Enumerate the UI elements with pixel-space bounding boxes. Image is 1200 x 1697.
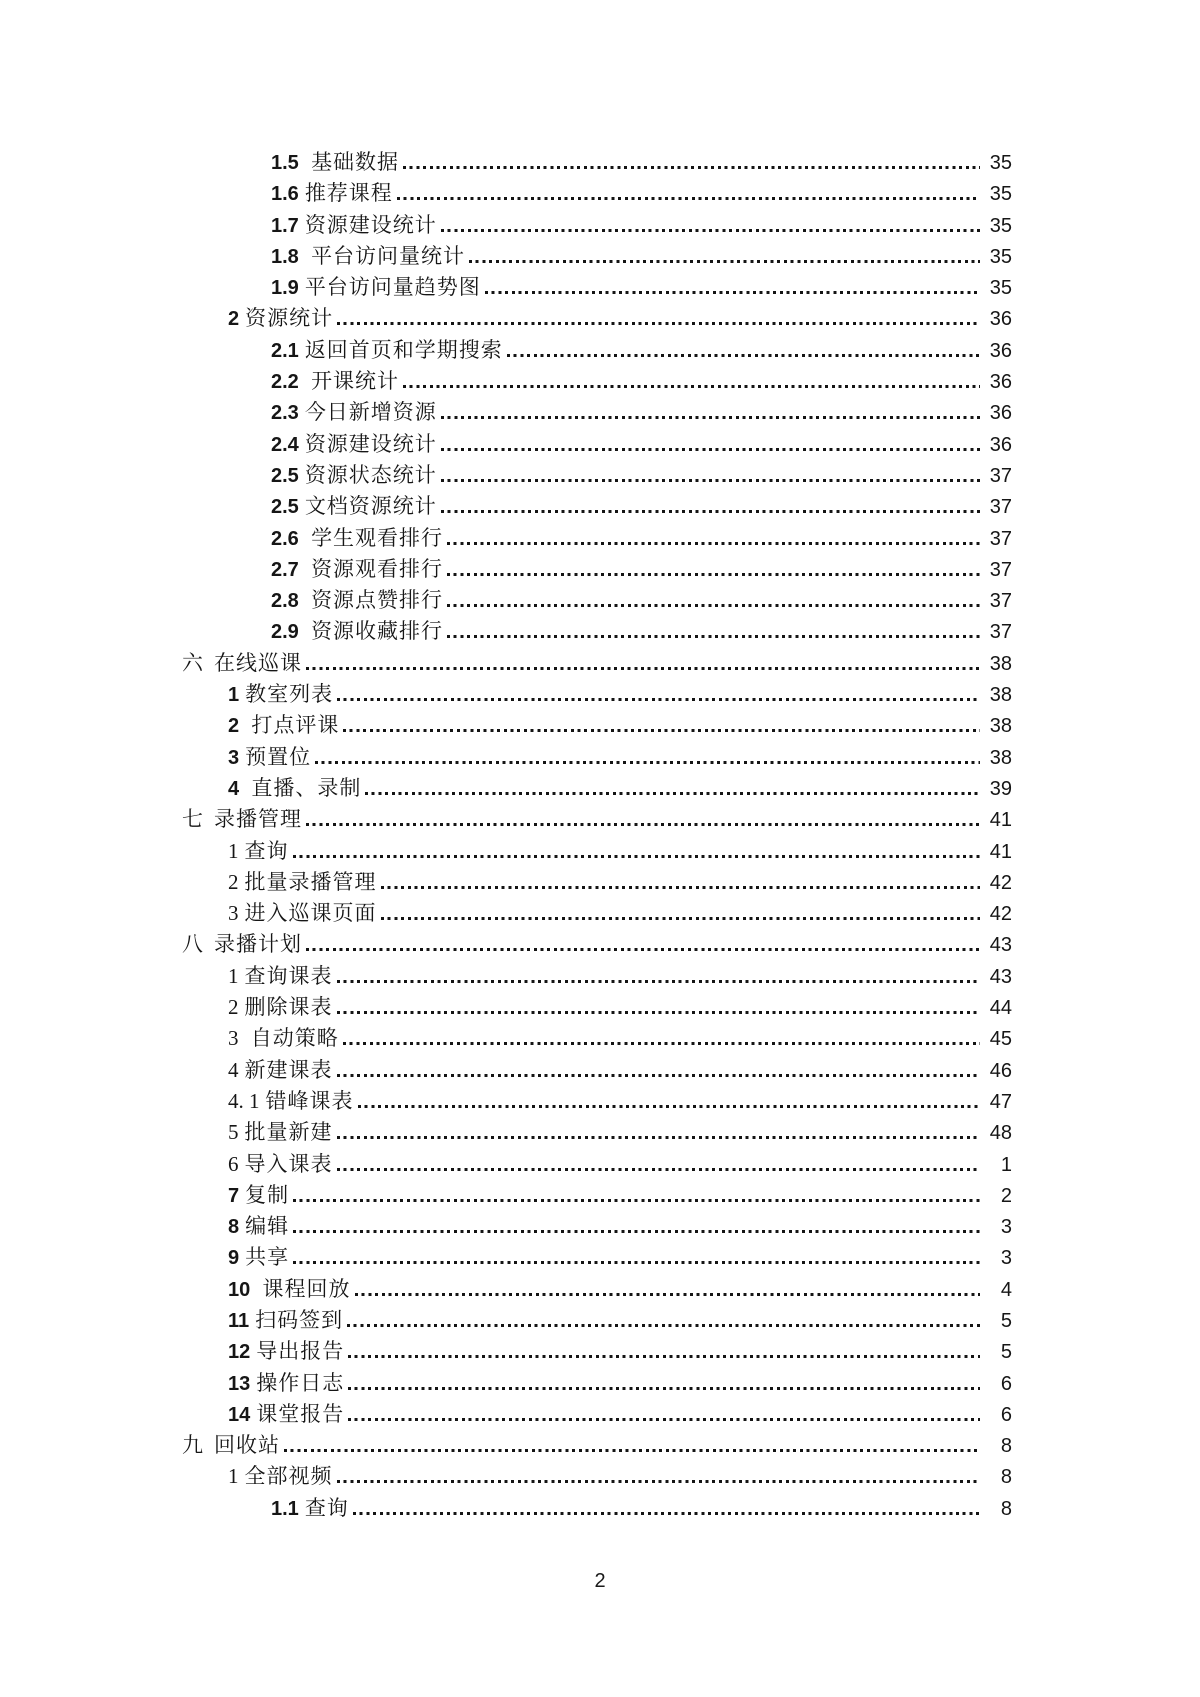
toc-entry-title: 打点评课 — [245, 713, 340, 738]
toc-entry-page: 1 — [1000, 1153, 1012, 1176]
dotted-leader — [337, 698, 980, 701]
toc-entry-number: 10 — [228, 1278, 251, 1301]
toc-entry-title: 导出报告 — [256, 1339, 345, 1364]
toc-entry-title: 教室列表 — [245, 682, 334, 707]
dotted-leader — [348, 1418, 980, 1421]
toc-entry-number: 2.5 — [271, 496, 299, 519]
toc-entry[interactable] — [0, 1305, 1200, 1336]
toc-entry-number: 2.5 — [271, 464, 299, 487]
toc-entry-page: 43 — [989, 965, 1012, 988]
toc-entry-page: 36 — [989, 371, 1012, 394]
dotted-leader — [337, 322, 980, 325]
toc-entry-page: 36 — [989, 339, 1012, 362]
dotted-leader — [441, 479, 980, 482]
toc-entry-number: 4 — [228, 1057, 239, 1082]
toc-entry-page: 38 — [989, 652, 1012, 675]
dotted-leader — [447, 542, 980, 545]
dotted-leader — [469, 260, 980, 263]
toc-entry[interactable] — [0, 616, 1200, 647]
toc-entry-number: 1.9 — [271, 277, 299, 300]
toc-entry-page: 37 — [989, 464, 1012, 487]
toc-entry-number: 4. 1 — [228, 1088, 260, 1113]
toc-entry-title: 批量新建 — [244, 1120, 333, 1145]
dotted-leader — [293, 1230, 980, 1233]
dotted-leader — [284, 1449, 980, 1452]
toc-entry[interactable] — [0, 366, 1200, 397]
toc-entry[interactable] — [0, 1336, 1200, 1367]
toc-entry-number: 7 — [228, 1184, 240, 1207]
toc-entry-number: 六 — [182, 650, 203, 675]
toc-entry[interactable] — [0, 742, 1200, 773]
toc-entry-page: 38 — [989, 684, 1012, 707]
toc-entry-page: 38 — [989, 715, 1012, 738]
toc-entry-page: 46 — [989, 1059, 1012, 1082]
toc-entry[interactable] — [0, 710, 1200, 741]
toc-entry-title: 推荐课程 — [304, 181, 393, 206]
dotted-leader — [347, 1324, 980, 1327]
toc-entry-number: 1 — [228, 838, 239, 863]
toc-entry-title: 查询 — [244, 838, 289, 863]
dotted-leader — [441, 416, 980, 419]
dotted-leader — [348, 1387, 980, 1390]
toc-entry[interactable] — [0, 1430, 1200, 1461]
dotted-leader — [365, 792, 980, 795]
toc-entry-page: 35 — [989, 277, 1012, 300]
toc-entry[interactable] — [0, 773, 1200, 804]
toc-entry-page: 36 — [989, 433, 1012, 456]
toc-entry[interactable] — [0, 1055, 1200, 1086]
toc-entry-title: 查询 — [304, 1495, 349, 1520]
toc-entry-number: 七 — [182, 807, 203, 832]
dotted-leader — [306, 948, 980, 951]
toc-entry-number: 9 — [228, 1247, 240, 1270]
dotted-leader — [358, 1105, 981, 1108]
toc-entry-number: 1 — [228, 963, 239, 988]
toc-entry-number: 1.5 — [271, 152, 299, 174]
toc-entry[interactable] — [0, 460, 1200, 491]
toc-entry-number: 1.6 — [271, 183, 299, 206]
dotted-leader — [306, 823, 980, 826]
toc-entry-title: 课程回放 — [256, 1276, 351, 1301]
toc-entry-page: 5 — [1000, 1309, 1012, 1332]
toc-entry[interactable] — [0, 303, 1200, 334]
toc-entry[interactable] — [0, 210, 1200, 241]
toc-entry-page: 37 — [989, 496, 1012, 519]
toc-entry-number: 11 — [228, 1309, 250, 1332]
toc-entry-page: 8 — [1000, 1497, 1012, 1520]
toc-entry[interactable] — [0, 898, 1200, 929]
toc-entry[interactable] — [0, 554, 1200, 585]
toc-entry-page: 35 — [989, 152, 1012, 174]
dotted-leader — [403, 385, 980, 388]
toc-entry-number: 2.8 — [271, 590, 299, 613]
toc-entry-title: 文档资源统计 — [304, 494, 437, 519]
toc-entry[interactable] — [0, 1180, 1200, 1211]
toc-entry-number: 2.6 — [271, 527, 299, 550]
toc-entry-title: 预置位 — [245, 744, 312, 769]
toc-entry[interactable] — [0, 1149, 1200, 1180]
toc-entry-title: 资源统计 — [245, 306, 334, 331]
toc-entry-title: 全部视频 — [244, 1464, 333, 1489]
dotted-leader — [337, 1168, 981, 1171]
toc-entry-number: 2.1 — [271, 339, 299, 362]
toc-entry[interactable] — [0, 397, 1200, 428]
dotted-leader — [348, 1355, 980, 1358]
toc-entry-number: 2.4 — [271, 433, 299, 456]
toc-entry[interactable] — [0, 523, 1200, 554]
dotted-leader — [293, 1199, 980, 1202]
toc-entry-title: 录播管理 — [214, 807, 302, 832]
toc-entry-page: 8 — [1000, 1435, 1012, 1458]
toc-entry-page: 41 — [989, 809, 1012, 832]
toc-entry[interactable] — [0, 1211, 1200, 1242]
toc-entry-title: 操作日志 — [256, 1370, 345, 1395]
toc-entry-number: 14 — [228, 1403, 251, 1426]
toc-entry-title: 批量录播管理 — [244, 869, 377, 894]
toc-entry-page: 2 — [1000, 1184, 1012, 1207]
toc-entry-number: 3 — [228, 901, 239, 926]
toc-entry-title: 编辑 — [245, 1214, 290, 1239]
toc-entry[interactable] — [0, 429, 1200, 460]
toc-entry-number: 2.3 — [271, 402, 299, 425]
toc-entry[interactable] — [0, 1117, 1200, 1148]
toc-entry-title: 返回首页和学期搜索 — [304, 337, 503, 362]
toc-entry-number: 1.8 — [271, 245, 299, 268]
toc-entry-number: 8 — [228, 1216, 240, 1239]
toc-entry-title: 资源收藏排行 — [304, 619, 444, 644]
toc-entry-number: 2 — [228, 995, 239, 1020]
toc-entry-page: 48 — [989, 1122, 1012, 1145]
toc-entry-page: 35 — [989, 183, 1012, 206]
dotted-leader — [343, 729, 980, 732]
toc-entry-number: 1 — [228, 684, 240, 707]
dotted-leader — [343, 1042, 980, 1045]
toc-entry-title: 扫码签到 — [255, 1307, 344, 1332]
toc-entry-number: 3 — [228, 746, 240, 769]
dotted-leader — [447, 604, 980, 607]
toc-entry-number: 2 — [228, 869, 239, 894]
toc-entry[interactable] — [0, 585, 1200, 616]
toc-entry-number: 2.9 — [271, 621, 299, 644]
toc-entry-number: 4 — [228, 777, 240, 800]
toc-entry-title: 资源点赞排行 — [304, 588, 444, 613]
toc-entry-title: 导入课表 — [244, 1151, 333, 1176]
toc-entry[interactable] — [0, 1368, 1200, 1399]
toc-entry-title: 开课统计 — [304, 369, 400, 394]
toc-entry-number: 八 — [182, 932, 203, 957]
dotted-leader — [355, 1293, 981, 1296]
dotted-leader — [337, 980, 981, 983]
dotted-leader — [306, 667, 980, 670]
toc-entry[interactable] — [0, 648, 1200, 679]
toc-entry[interactable] — [0, 147, 1200, 178]
dotted-leader — [381, 917, 981, 920]
dotted-leader — [447, 573, 980, 576]
dotted-leader — [337, 1011, 981, 1014]
toc-entry-page: 4 — [1000, 1278, 1012, 1301]
toc-entry-page: 43 — [989, 934, 1012, 957]
dotted-leader — [447, 635, 980, 638]
toc-entry-title: 资源状态统计 — [304, 462, 437, 487]
toc-entry[interactable] — [0, 1461, 1200, 1492]
toc-entry-title: 自动策略 — [244, 1026, 339, 1051]
toc-entry-number: 1.1 — [271, 1497, 299, 1520]
toc-entry-number: 九 — [182, 1433, 203, 1458]
toc-entry-page: 39 — [989, 777, 1012, 800]
toc-entry-title: 资源建设统计 — [304, 431, 437, 456]
toc-entry-number: 2 — [228, 715, 240, 738]
toc-entry[interactable] — [0, 178, 1200, 209]
dotted-leader — [315, 761, 980, 764]
toc-entry-title: 平台访问量统计 — [304, 243, 466, 268]
toc-entry-page: 5 — [1000, 1341, 1012, 1364]
toc-entry[interactable] — [0, 961, 1200, 992]
toc-entry-page: 37 — [989, 621, 1012, 644]
toc-entry-page: 38 — [989, 746, 1012, 769]
toc-entry-page: 45 — [989, 1028, 1012, 1051]
toc-entry-page: 3 — [1000, 1247, 1012, 1270]
toc-entry[interactable] — [0, 867, 1200, 898]
dotted-leader — [337, 1480, 981, 1483]
toc-entry[interactable] — [0, 804, 1200, 835]
toc-entry-title: 复制 — [245, 1182, 290, 1207]
toc-entry-page: 35 — [989, 245, 1012, 268]
toc-entry-number: 2.2 — [271, 371, 299, 394]
toc-entry[interactable] — [0, 335, 1200, 366]
dotted-leader — [337, 1136, 981, 1139]
toc-entry-page: 37 — [989, 558, 1012, 581]
toc-entry-page: 36 — [989, 308, 1012, 331]
dotted-leader — [485, 291, 980, 294]
dotted-leader — [381, 886, 981, 889]
toc-entry-page: 6 — [1000, 1403, 1012, 1426]
dotted-leader — [403, 166, 980, 169]
toc-entry[interactable] — [0, 1242, 1200, 1273]
dotted-leader — [337, 1074, 981, 1077]
toc-entry-page: 42 — [989, 871, 1012, 894]
toc-entry-title: 平台访问量趋势图 — [304, 275, 481, 300]
toc-entry-page: 3 — [1000, 1216, 1012, 1239]
toc-entry-number: 12 — [228, 1341, 251, 1364]
toc-entry-title: 学生观看排行 — [304, 525, 444, 550]
toc-entry[interactable] — [0, 1023, 1200, 1054]
toc-entry-title: 进入巡课页面 — [244, 901, 377, 926]
toc-entry-page: 35 — [989, 214, 1012, 237]
toc-entry-page: 47 — [989, 1090, 1012, 1113]
toc-entry-page: 36 — [989, 402, 1012, 425]
toc-entry[interactable] — [0, 1493, 1200, 1524]
toc-entry[interactable] — [0, 992, 1200, 1023]
toc-entry-number: 13 — [228, 1372, 251, 1395]
toc-entry-title: 回收站 — [214, 1433, 280, 1458]
toc-entry-title: 课堂报告 — [256, 1401, 345, 1426]
toc-entry-page: 37 — [989, 527, 1012, 550]
toc-entry-title: 录播计划 — [214, 932, 302, 957]
dotted-leader — [353, 1512, 980, 1515]
dotted-leader — [293, 1261, 980, 1264]
toc-entry-title: 共享 — [245, 1245, 290, 1270]
toc-entry-title: 资源建设统计 — [304, 212, 437, 237]
toc-entry-title: 直播、录制 — [245, 775, 362, 800]
dotted-leader — [507, 354, 980, 357]
toc-entry-title: 基础数据 — [304, 150, 400, 174]
toc-entry-title: 资源观看排行 — [304, 556, 444, 581]
toc-entry[interactable] — [0, 1086, 1200, 1117]
toc-entry-title: 新建课表 — [244, 1057, 333, 1082]
toc-entry[interactable] — [0, 836, 1200, 867]
toc-entry-title: 在线巡课 — [214, 650, 302, 675]
dotted-leader — [397, 197, 980, 200]
dotted-leader — [441, 229, 980, 232]
toc-entry-title: 查询课表 — [244, 963, 333, 988]
toc-entry-number: 2.7 — [271, 558, 299, 581]
toc-entry-number: 2 — [228, 308, 240, 331]
toc-entry-number: 1.7 — [271, 214, 299, 237]
toc-entry[interactable] — [0, 491, 1200, 522]
toc-entry-number: 6 — [228, 1151, 239, 1176]
toc-entry-title: 今日新增资源 — [304, 400, 437, 425]
toc-entry[interactable] — [0, 1274, 1200, 1305]
toc-entry-page: 41 — [989, 840, 1012, 863]
page-number: 2 — [594, 1570, 606, 1592]
toc-entry[interactable] — [0, 679, 1200, 710]
toc-entry-title: 错峰课表 — [265, 1088, 354, 1113]
dotted-leader — [441, 448, 980, 451]
toc-entry[interactable] — [0, 1399, 1200, 1430]
toc-entry-number: 3 — [228, 1026, 239, 1051]
table-of-contents — [0, 147, 1200, 1524]
toc-entry-number: 1 — [228, 1464, 239, 1489]
toc-entry-page: 44 — [989, 997, 1012, 1020]
toc-entry-page: 6 — [1000, 1372, 1012, 1395]
toc-entry[interactable] — [0, 241, 1200, 272]
toc-entry[interactable] — [0, 929, 1200, 960]
toc-entry-title: 删除课表 — [244, 995, 333, 1020]
toc-entry-page: 37 — [989, 590, 1012, 613]
toc-entry-page: 8 — [1000, 1466, 1012, 1489]
dotted-leader — [293, 855, 981, 858]
toc-entry[interactable] — [0, 272, 1200, 303]
toc-entry-number: 5 — [228, 1120, 239, 1145]
toc-entry-page: 42 — [989, 903, 1012, 926]
dotted-leader — [441, 510, 980, 513]
page-footer — [0, 1570, 1200, 1593]
